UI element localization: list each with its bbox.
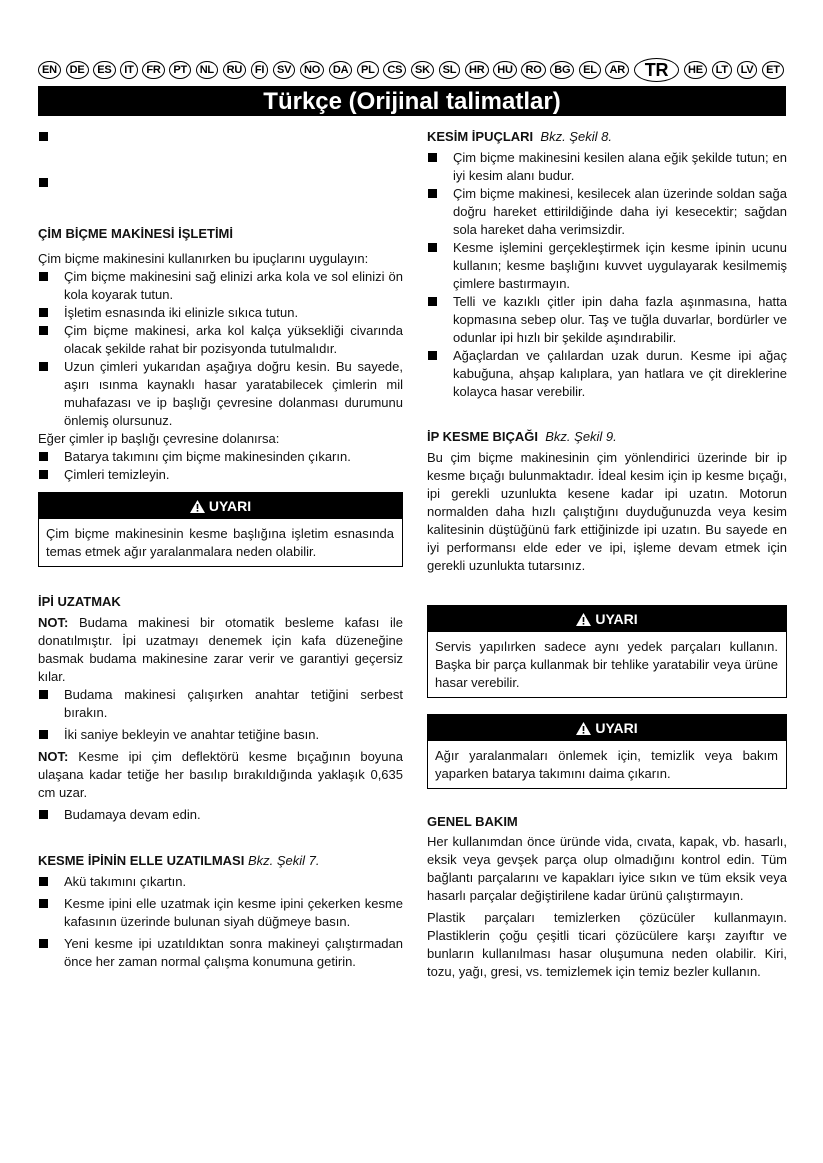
note-text: Budama makinesi bir otomatik besleme kafası ile donatılmıştır. İpi uzatmayı denemek için kafa düzeneğine basmak budama makinesine zarar verir ve garantiyi geçersiz kılar. xyxy=(38,615,403,684)
language-code-sl: SL xyxy=(439,61,461,79)
language-code-tr: TR xyxy=(634,58,680,82)
language-code-no: NO xyxy=(300,61,324,79)
language-code-en: EN xyxy=(38,61,61,79)
extend-heading: İPİ UZATMAK xyxy=(38,594,121,609)
blade-heading-text: İP KESME BIÇAĞI xyxy=(427,429,539,444)
list-item: Çimleri temizleyin. xyxy=(38,466,403,484)
list-item: Çim biçme makinesi, arka kol kalça yüksekliği civarında olacak şekilde rahat bir pozisyonda tutulmalıdır. xyxy=(38,322,403,358)
language-code-pl: PL xyxy=(357,61,379,79)
warning-text: Çim biçme makinesinin kesme başlığına işletim esnasında temas etmek ağır yaralanmalara neden olabilir. xyxy=(46,526,394,559)
warning-box xyxy=(427,714,787,789)
tips-heading-text: KESİM İPUÇLARI xyxy=(427,129,534,144)
manual-list xyxy=(38,873,403,971)
figure-reference: Bkz. Şekil 8. xyxy=(540,129,612,144)
language-code-ro: RO xyxy=(521,61,545,79)
extend-list xyxy=(38,686,403,744)
warning-box xyxy=(38,492,403,567)
wrap-text: Eğer çimler ip başlığı çevresine dolanırsa: xyxy=(38,431,280,446)
operation-heading: ÇİM BİÇME MAKİNESİ İŞLETİMİ xyxy=(38,226,233,241)
operation-intro: Çim biçme makinesini kullanırken bu ipuçlarını uygulayın: xyxy=(38,251,369,266)
figure-reference: Bkz. Şekil 9. xyxy=(545,429,617,444)
language-code-da: DA xyxy=(329,61,353,79)
wrap-list xyxy=(38,448,403,484)
operation-list xyxy=(38,268,403,430)
list-item: Telli ve kazıklı çitler ipin daha fazla aşınmasına, hatta kopmasına sebep olur. Taş ve tuğla duvarlar, bordürler ve odunlar ipi hızlı bir şekilde aşındırabilir. xyxy=(427,293,787,347)
manual-heading xyxy=(38,852,403,870)
language-code-cs: CS xyxy=(383,61,406,79)
language-code-ar: AR xyxy=(605,61,629,79)
language-code-lv: LV xyxy=(737,61,758,79)
language-code-sv: SV xyxy=(273,61,295,79)
warning-title: UYARI xyxy=(595,720,638,736)
tips-list xyxy=(427,149,787,401)
right-column xyxy=(427,128,787,981)
empty-bullet xyxy=(38,174,403,192)
blade-text: Bu çim biçme makinesinin çim yönlendirici üzerinde bir ip kesme bıçağı bulunmaktadır. İdeal kesim için ip kesme bıçağı, ipi gerekli uzunlukta kesene kadar ipi uzatın. Motorun normalden daha hızlı çalıştığını duyduğunuzda veya kesim kalitesinin düştüğünü fark ettiğinizde ipi uzatın. Bu sayede en iyi performansı elde eder ve ipi, işleme devam etmek için gerekli uzunlukta tutarsınız. xyxy=(427,450,787,573)
warning-title: UYARI xyxy=(595,611,638,627)
warning-title: UYARI xyxy=(208,498,252,514)
language-bar xyxy=(38,59,784,81)
warning-text: Ağır yaralanmaları önlemek için, temizlik veya bakım yaparken batarya takımını daima çıkarın. xyxy=(435,748,778,781)
list-item: Kesme ipini elle uzatmak için kesme ipini çekerken kesme kafasının üzerinde bulunan siyah düğmeye basın. xyxy=(38,895,403,931)
list-item: Budama makinesi çalışırken anahtar tetiğini serbest bırakın. xyxy=(38,686,403,722)
language-code-fi: FI xyxy=(251,61,268,79)
maintenance-text: Plastik parçaları temizlerken çözücüler kullanmayın. Plastiklerin çoğu çeşitli ticari çözücülere karşı zayıftır ve bunların kullanılması hasar oluşumuna neden olabilir. Kiri, tozu, yağı, gresi, vs. temizlemek için temiz bezler kullanın. xyxy=(427,910,787,979)
language-code-ru: RU xyxy=(223,61,247,79)
note-text: Kesme ipi çim deflektörü kesme bıçağının boyuna ulaşana kadar tetiğe her basılıp bırakıldığında yaklaşık 0,635 cm uzar. xyxy=(38,749,403,800)
manual-heading-text: KESME İPİNİN ELLE UZATILMASI xyxy=(38,853,245,868)
maintenance-heading: GENEL BAKIM xyxy=(427,814,518,829)
note-label: NOT: xyxy=(38,615,69,630)
language-code-sk: SK xyxy=(411,61,434,79)
list-item: Ağaçlardan ve çalılardan uzak durun. Kesme ipi ağaç kabuğuna, ahşap kalıplara, yan hatlara ve çit direklerine kolayca hasar verebilir. xyxy=(427,347,787,401)
page-title: Türkçe (Orijinal talimatlar) xyxy=(38,86,786,116)
blade-heading xyxy=(427,428,787,446)
figure-reference: Bkz. Şekil 7. xyxy=(247,853,320,868)
language-code-el: EL xyxy=(579,61,601,79)
empty-bullets xyxy=(38,128,403,192)
list-item: Batarya takımını çim biçme makinesinden çıkarın. xyxy=(38,448,403,466)
list-item: İki saniye bekleyin ve anahtar tetiğine basın. xyxy=(38,726,403,744)
warning-text: Servis yapılırken sadece aynı yedek parçaları kullanın. Başka bir parça kullanmak bir tehlike yaratabilir veya ürüne hasar verebilir. xyxy=(435,639,778,690)
tips-heading xyxy=(427,128,787,146)
list-item: Budamaya devam edin. xyxy=(38,806,403,824)
language-code-de: DE xyxy=(66,61,89,79)
list-item: Kesme işlemini gerçekleştirmek için kesme ipinin ucunu kullanın; kesme başlığını kuvvet uygulayarak kesilmemiş çimlere bastırmayın. xyxy=(427,239,787,293)
list-item: İşletim esnasında iki elinizle sıkıca tutun. xyxy=(38,304,403,322)
language-code-he: HE xyxy=(684,61,707,79)
note-paragraph xyxy=(38,614,403,686)
list-item: Çim biçme makinesi, kesilecek alan üzerinde soldan sağa doğru hareket ettirildiğinde daha iyi kesecektir; sağdan sola hareket daha verimsizdir. xyxy=(427,185,787,239)
warning-header xyxy=(39,493,402,519)
language-code-it: IT xyxy=(120,61,137,79)
note-label: NOT: xyxy=(38,749,69,764)
warning-triangle-icon xyxy=(190,495,205,521)
list-item: Akü takımını çıkartın. xyxy=(38,873,403,891)
list-item: Çim biçme makinesini kesilen alana eğik şekilde tutun; en iyi kesim alanı budur. xyxy=(427,149,787,185)
warning-header xyxy=(428,606,786,632)
warning-header xyxy=(428,715,786,741)
warning-box xyxy=(427,605,787,698)
warning-triangle-icon xyxy=(576,717,591,743)
warning-triangle-icon xyxy=(576,608,591,634)
language-code-pt: PT xyxy=(169,61,191,79)
left-column xyxy=(38,128,403,971)
language-code-hu: HU xyxy=(493,61,517,79)
language-code-nl: NL xyxy=(196,61,218,79)
list-item: Uzun çimleri yukarıdan aşağıya doğru kesin. Bu sayede, aşırı ısınma kaynaklı hasar yaratabilecek çimlerin mil muhafazası ve ip başlığı çevresine dolanması durumunu önlemiş olursunuz. xyxy=(38,358,403,430)
language-code-fr: FR xyxy=(142,61,164,79)
language-code-lt: LT xyxy=(712,61,732,79)
maintenance-text: Her kullanımdan önce üründe vida, cıvata, kapak, vb. hasarlı, eksik veya gevşek parça olup olmadığını kontrol edin. Tüm bağlantı parçalarını ve kapakları iyice sıkın ve tüm eksik veya hasarlı parçalar değiştirilene kadar ürünü çalıştırmayın. xyxy=(427,834,787,903)
empty-bullet xyxy=(38,128,403,146)
language-code-et: ET xyxy=(762,61,784,79)
list-item: Yeni kesme ipi uzatıldıktan sonra makineyi çalıştırmadan önce her zaman normal çalışma konumuna getirin. xyxy=(38,935,403,971)
extend-list-2 xyxy=(38,806,403,824)
language-code-es: ES xyxy=(93,61,115,79)
list-item: Çim biçme makinesini sağ elinizi arka kola ve sol elinizi ön kola koyarak tutun. xyxy=(38,268,403,304)
note-paragraph xyxy=(38,748,403,802)
language-code-hr: HR xyxy=(465,61,489,79)
language-code-bg: BG xyxy=(550,61,574,79)
